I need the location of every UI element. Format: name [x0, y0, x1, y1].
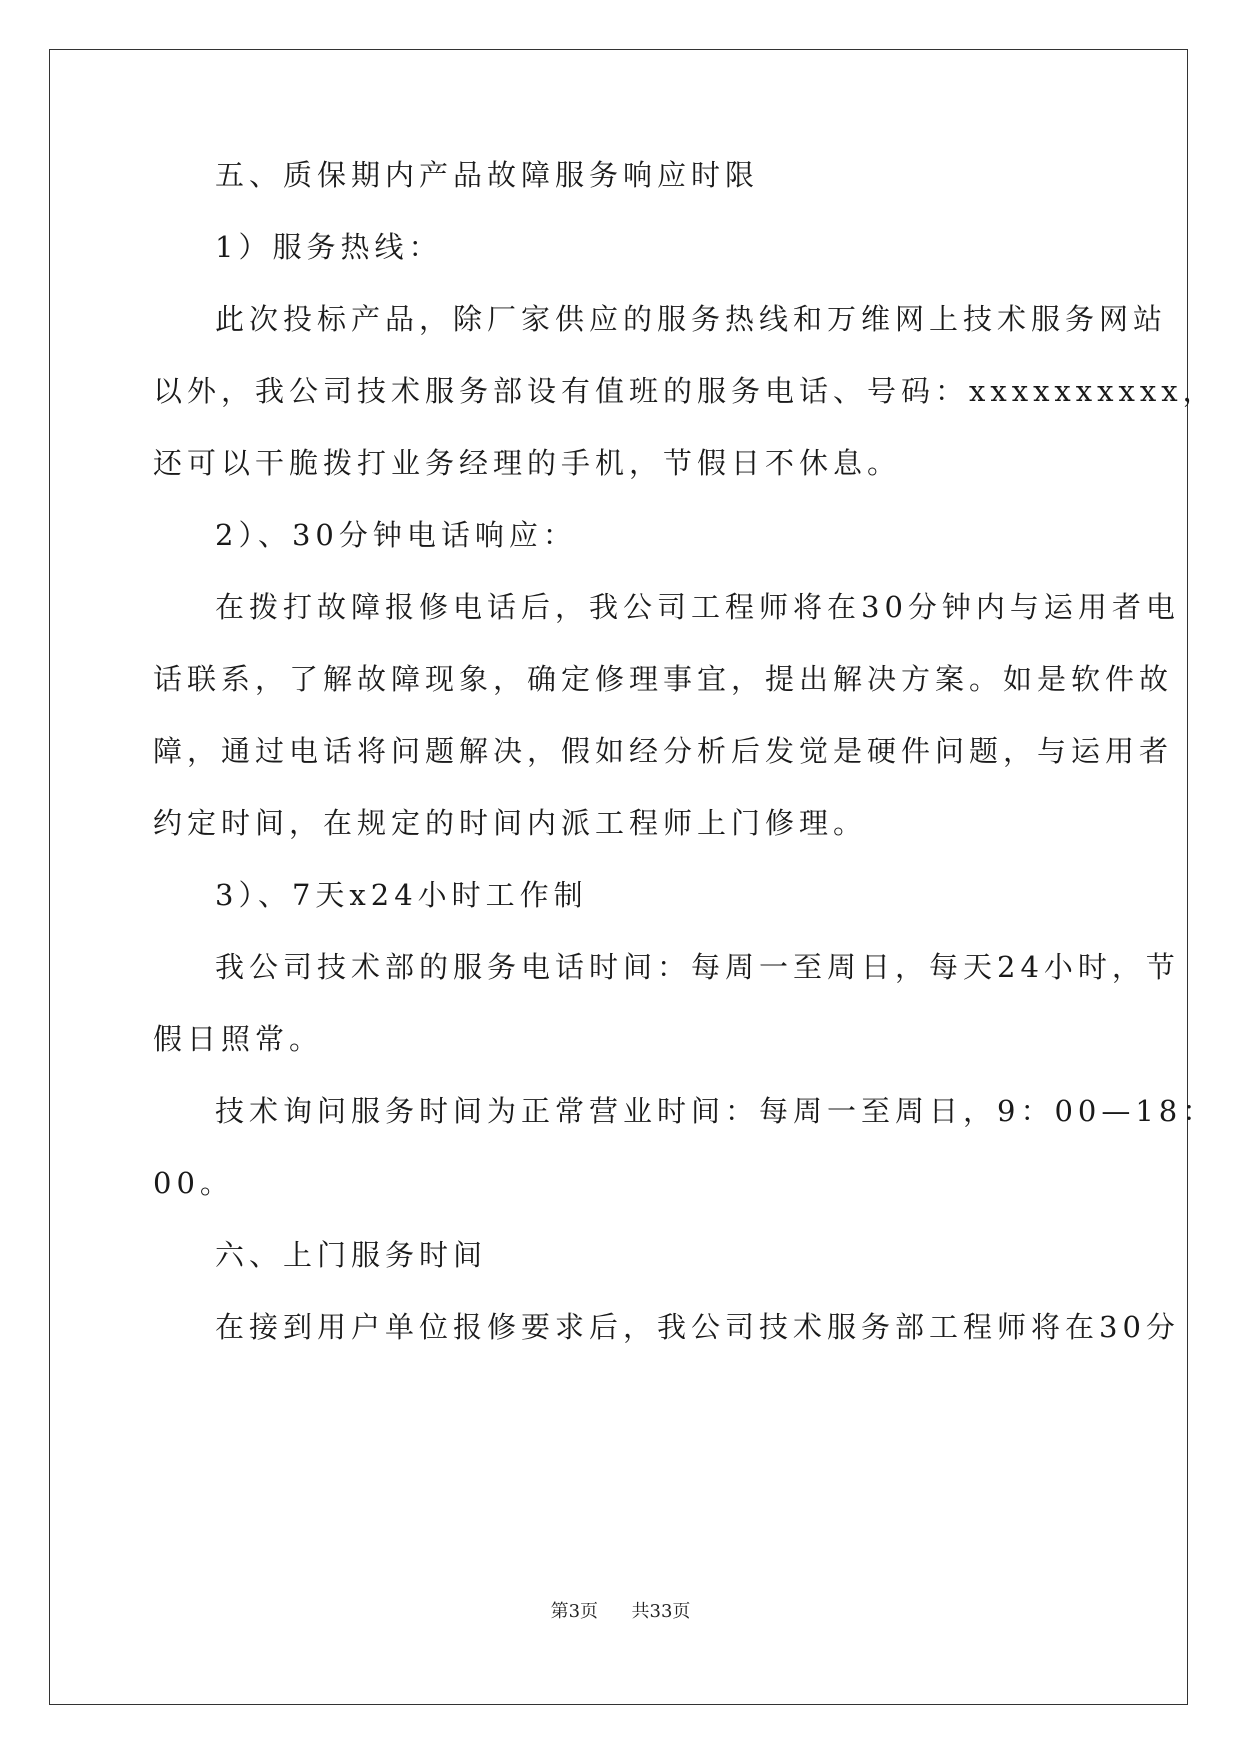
- subheading: 3）、7天x24小时工作制: [215, 878, 588, 912]
- section-heading: 六、上门服务时间: [215, 1238, 488, 1272]
- subheading: 1）服务热线：: [215, 230, 443, 264]
- page-number: 第3页: [550, 1601, 599, 1622]
- paragraph-line: 障，通过电话将问题解决，假如经分析后发觉是硬件问题，与运用者: [153, 734, 1174, 768]
- paragraph-line: 以外，我公司技术服务部设有值班的服务电话、号码：xxxxxxxxxx，: [153, 374, 1217, 408]
- paragraph-line: 在拨打故障报修电话后，我公司工程师将在30分钟内与运用者电: [215, 590, 1180, 624]
- paragraph-line: 话联系，了解故障现象，确定修理事宜，提出解决方案。如是软件故: [153, 662, 1174, 696]
- paragraph-line: 00。: [153, 1166, 234, 1200]
- paragraph-line: 我公司技术部的服务电话时间：每周一至周日，每天24小时，节: [215, 950, 1180, 984]
- section-heading: 五、质保期内产品故障服务响应时限: [215, 158, 760, 192]
- paragraph-line: 技术询问服务时间为正常营业时间：每周一至周日，9：00—18：: [215, 1094, 1217, 1128]
- subheading: 2）、30分钟电话响应：: [215, 518, 577, 552]
- paragraph-line: 在接到用户单位报修要求后，我公司技术服务部工程师将在30分: [215, 1310, 1180, 1344]
- paragraph-line: 此次投标产品，除厂家供应的服务热线和万维网上技术服务网站: [215, 302, 1168, 336]
- page-total: 共33页: [631, 1601, 691, 1622]
- paragraph-line: 约定时间，在规定的时间内派工程师上门修理。: [153, 806, 868, 840]
- paragraph-line: 假日照常。: [153, 1022, 324, 1056]
- page-footer: [0, 1597, 1241, 1623]
- paragraph-line: 还可以干脆拨打业务经理的手机，节假日不休息。: [153, 446, 902, 480]
